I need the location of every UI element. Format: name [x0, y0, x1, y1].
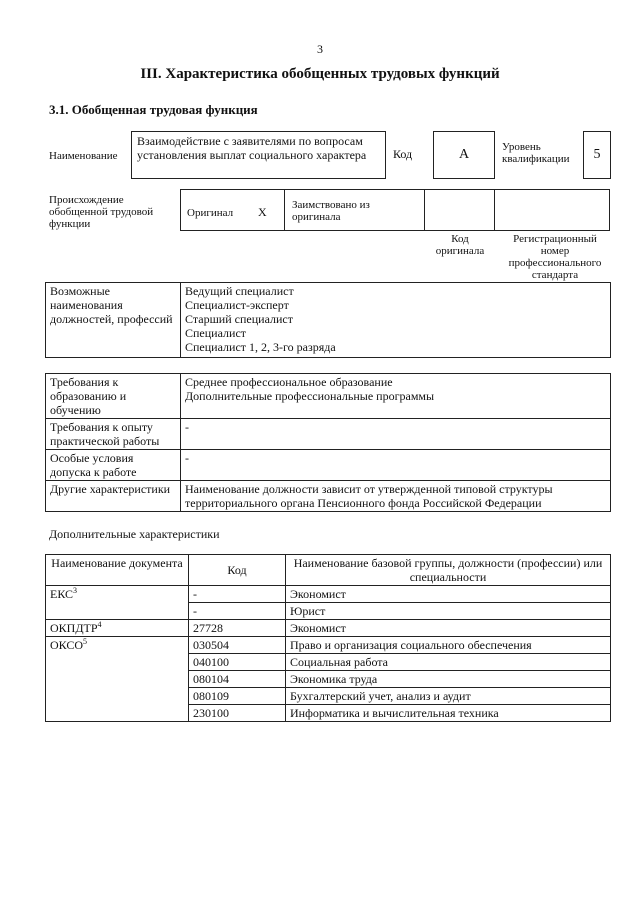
- requirement-row: [46, 374, 611, 419]
- requirement-row: [46, 450, 611, 481]
- additional-title: Дополнительные характеристики: [49, 527, 220, 541]
- requirement-label: Требования к образованию и обучению: [46, 374, 181, 419]
- code-original-caption: Код оригинала: [435, 233, 485, 257]
- header-name: Наименование базовой группы, должности (профессии) или специальности: [286, 555, 611, 586]
- level-field: [583, 131, 611, 179]
- requirement-value: -: [181, 419, 611, 450]
- doc-cell: ОКПДТР$^4$: [46, 620, 189, 637]
- name-cell: Экономика труда: [286, 671, 611, 688]
- position-item: Старший специалист: [185, 312, 293, 326]
- requirement-label: Другие характеристики: [46, 481, 181, 512]
- doc-cell: ОКСО$^5$: [46, 637, 189, 722]
- requirement-row: [46, 419, 611, 450]
- name-cell: Право и организация социального обеспечения: [286, 637, 611, 654]
- requirement-line: Дополнительные профессиональные программы: [185, 389, 435, 403]
- position-item: Ведущий специалист: [185, 284, 294, 298]
- name-cell: Экономист: [286, 620, 611, 637]
- positions-label: Возможные наименования должностей, профессий: [46, 283, 181, 358]
- code-cell: 080109: [189, 688, 286, 705]
- code-cell: 030504: [189, 637, 286, 654]
- positions-table: [45, 282, 611, 358]
- origin-divider-3: [494, 189, 495, 231]
- requirement-label: Особые условия допуска к работе: [46, 450, 181, 481]
- page-title: III. Характеристика обобщенных трудовых функций: [140, 66, 500, 82]
- table-row: [46, 586, 611, 603]
- table-row: [46, 620, 611, 637]
- header-row: [46, 555, 611, 586]
- requirement-value: Наименование должности зависит от утвержденной типовой структуры территориального органа Пенсионного фонда Российской Федерации: [181, 481, 611, 512]
- original-mark: X: [258, 205, 267, 219]
- code-cell: 080104: [189, 671, 286, 688]
- reg-number-caption: Регистрационный номер профессионального стандарта: [508, 233, 602, 281]
- origin-label: Происхождение обобщенной трудовой функции: [49, 194, 154, 230]
- name-cell: Юрист: [286, 603, 611, 620]
- requirement-value: [181, 374, 611, 419]
- name-cell: Экономист: [286, 586, 611, 603]
- position-item: Специалист 1, 2, 3-го разряда: [185, 340, 336, 354]
- additional-table: [45, 554, 611, 722]
- requirement-row: [46, 481, 611, 512]
- code-cell: 040100: [189, 654, 286, 671]
- table-row: [46, 637, 611, 654]
- requirement-value: -: [181, 450, 611, 481]
- code-label: Код: [393, 147, 413, 161]
- code-value: А: [458, 147, 470, 162]
- requirements-table: [45, 373, 611, 512]
- requirement-label: Требования к опыту практической работы: [46, 419, 181, 450]
- name-label: Наименование: [49, 150, 118, 162]
- level-value: 5: [593, 147, 601, 162]
- name-cell: Информатика и вычислительная техника: [286, 705, 611, 722]
- function-name-value: Взаимодействие с заявителями по вопросам установления выплат социального характера: [137, 134, 367, 162]
- level-label: Уровень квалификации: [502, 141, 570, 165]
- code-cell: -: [189, 586, 286, 603]
- original-label: Оригинал: [187, 207, 234, 219]
- name-cell: Социальная работа: [286, 654, 611, 671]
- header-code: Код: [189, 555, 286, 586]
- origin-divider-2: [424, 189, 425, 231]
- origin-divider-1: [284, 189, 285, 231]
- doc-cell: ЕКС$^3$: [46, 586, 189, 620]
- code-cell: 230100: [189, 705, 286, 722]
- positions-list: [181, 283, 611, 358]
- code-field: [433, 131, 495, 179]
- header-document: Наименование документа: [46, 555, 189, 586]
- function-name-field: [131, 131, 386, 179]
- position-item: Специалист-эксперт: [185, 298, 289, 312]
- code-cell: -: [189, 603, 286, 620]
- section-subtitle: 3.1. Обобщенная трудовая функция: [49, 102, 258, 117]
- borrowed-label: Заимствовано из оригинала: [292, 199, 370, 223]
- code-cell: 27728: [189, 620, 286, 637]
- page-number: 3: [317, 42, 323, 56]
- name-cell: Бухгалтерский учет, анализ и аудит: [286, 688, 611, 705]
- position-item: Специалист: [185, 326, 247, 340]
- requirement-line: Среднее профессиональное образование: [185, 375, 393, 389]
